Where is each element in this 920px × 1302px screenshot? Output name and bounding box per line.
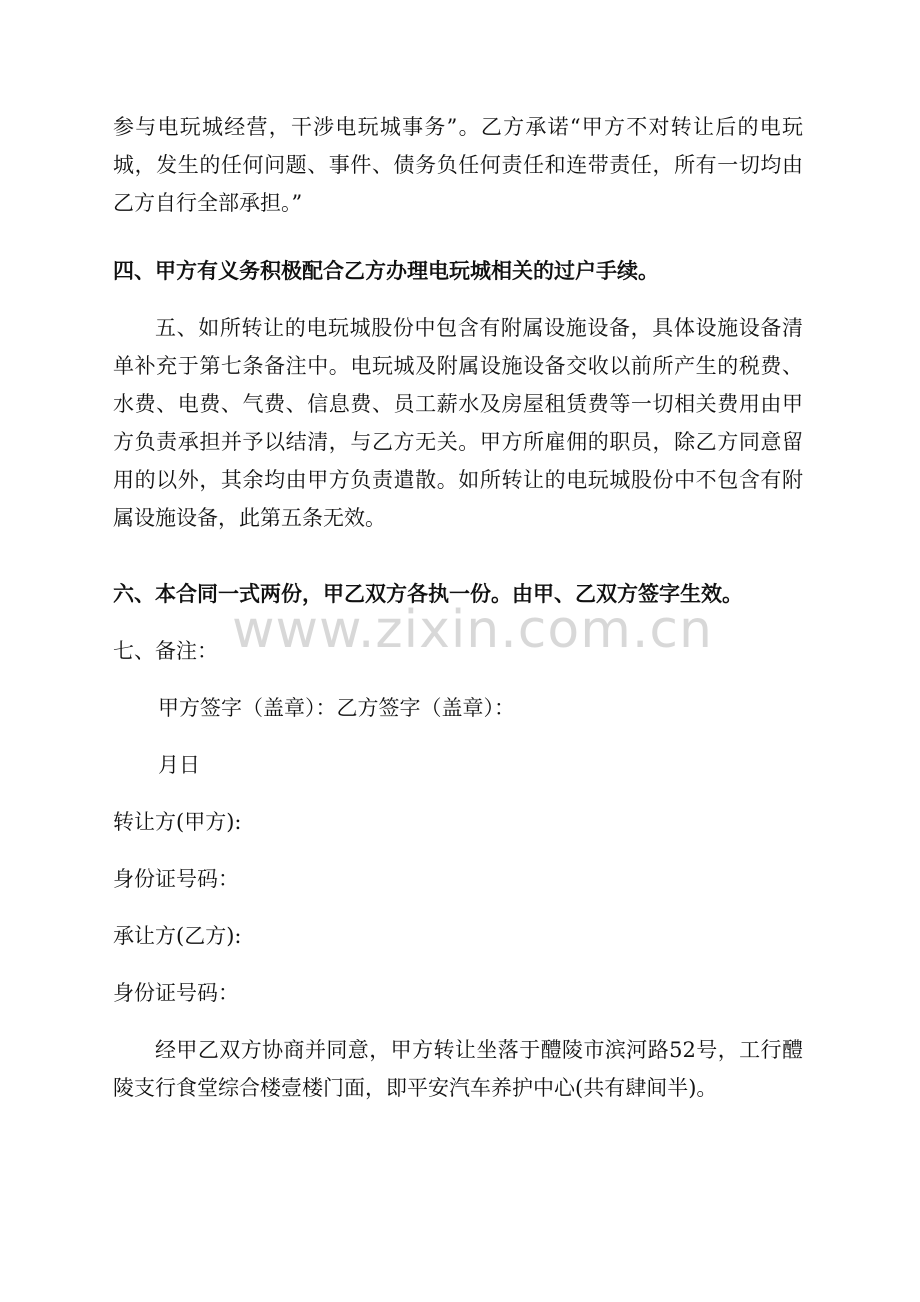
clause-7-remarks-label: 七、备注：	[113, 639, 218, 663]
date-line: 月日	[158, 753, 200, 777]
transfer-property-paragraph: 经甲乙双方协商并同意，甲方转让坐落于醴陵市滨河路52号，工行醴陵支行食堂综合楼壹楼门面，即平安汽车养护中心(共有肆间半)。	[113, 1038, 803, 1100]
transferee-id-label: 身份证号码：	[113, 981, 239, 1005]
watermark: www.zixin.com.cn	[232, 600, 713, 660]
clause-4-heading: 四、甲方有义务积极配合乙方办理电玩城相关的过户手续。	[113, 259, 659, 283]
clause-6-heading: 六、本合同一式两份，甲乙双方各执一份。由甲、乙双方签字生效。	[113, 582, 743, 606]
signature-line: 甲方签字（盖章）：乙方签字（盖章）：	[158, 696, 515, 720]
transferor-id-label: 身份证号码：	[113, 867, 239, 891]
paragraph-continuation-clause-3: 参与电玩城经营，干涉电玩城事务”。乙方承诺“甲方不对转让后的电玩城，发生的任何问题、事件、债务负任何责任和连带责任，所有一切均由乙方自行全部承担。”	[113, 115, 803, 215]
transferor-label: 转让方(甲方):	[113, 810, 242, 834]
clause-5-paragraph: 五、如所转让的电玩城股份中包含有附属设施设备，具体设施设备清单补充于第七条备注中。电玩城及附属设施设备交收以前所产生的税费、水费、电费、气费、信息费、员工薪水及房屋租赁费等一切相关费用由甲方负责承担并予以结清，与乙方无关。甲方所雇佣的职员，除乙方同意留用的以外，其余均由甲方负责遣散。如所转让的电玩城股份中不包含有附属设施设备，此第五条无效。	[113, 316, 803, 530]
transferee-label: 承让方(乙方):	[113, 924, 242, 948]
